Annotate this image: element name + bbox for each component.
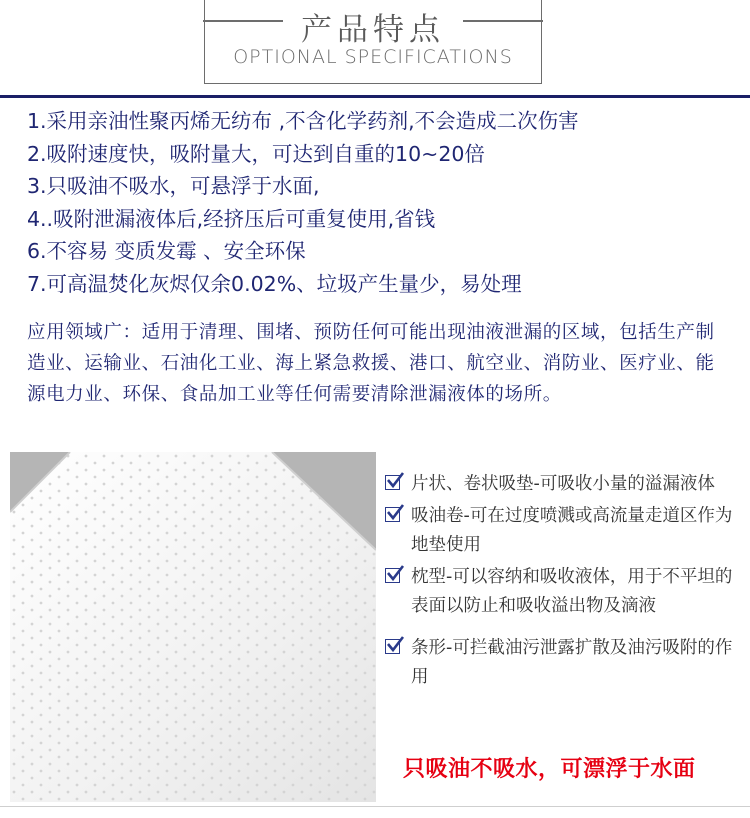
list-item-label: 条形-可拦截油污泄露扩散及油污吸附的作用 — [411, 637, 733, 687]
product-photo — [10, 452, 376, 802]
header-frame — [204, 0, 542, 84]
list-item-label: 吸油卷-可在过度喷溅或高流量走道区作为地垫使用 — [411, 505, 733, 555]
list-item-label: 枕型-可以容纳和吸收液体，用于不平坦的表面以防止和吸收溢出物及滴液 — [411, 566, 733, 616]
checkbox-checked-icon — [385, 475, 400, 490]
highlight-slogan: 只吸油不吸水，可漂浮于水面 — [403, 757, 696, 782]
product-type-list — [383, 470, 733, 693]
page-title: 产品特点 — [289, 12, 457, 48]
list-item — [383, 634, 733, 693]
feature-list — [27, 105, 579, 300]
checkbox-checked-icon — [385, 507, 400, 522]
bottom-divider — [0, 806, 750, 807]
list-item — [383, 502, 733, 561]
checkbox-checked-icon — [385, 639, 400, 654]
list-item-label: 片状、卷状吸垫-可吸收小量的溢漏液体 — [411, 474, 715, 494]
feature-item: 6.不容易 变质发霉 、安全环保 — [27, 239, 306, 263]
feature-item: 1.采用亲油性聚丙烯无纺布 ,不含化学药剂,不会造成二次伤害 — [27, 109, 579, 133]
feature-item: 2.吸附速度快，吸附量大，可达到自重的10~20倍 — [27, 141, 485, 166]
absorbent-pad-image — [10, 452, 376, 802]
page-subtitle: OPTIONAL SPECIFICATIONS — [233, 46, 513, 68]
feature-item: 7.可高温焚化灰烬仅余0.02%、垃圾产生量少，易处理 — [27, 271, 522, 296]
feature-item: 3.只吸油不吸水，可悬浮于水面, — [27, 174, 320, 198]
checkbox-checked-icon — [385, 568, 400, 583]
application-paragraph: 应用领域广：适用于清理、围堵、预防任何可能出现油液泄漏的区域，包括生产制造业、运输业、石油化工业、海上紧急救援、港口、航空业、消防业、医疗业、能源电力业、环保、食品加工业等任何需要清除泄漏液体的场所。 — [27, 322, 715, 405]
title-wrap — [205, 4, 541, 49]
list-item — [383, 470, 733, 500]
section-divider — [0, 95, 750, 98]
list-item — [383, 563, 733, 622]
feature-item: 4..吸附泄漏液体后,经挤压后可重复使用,省钱 — [27, 206, 436, 231]
